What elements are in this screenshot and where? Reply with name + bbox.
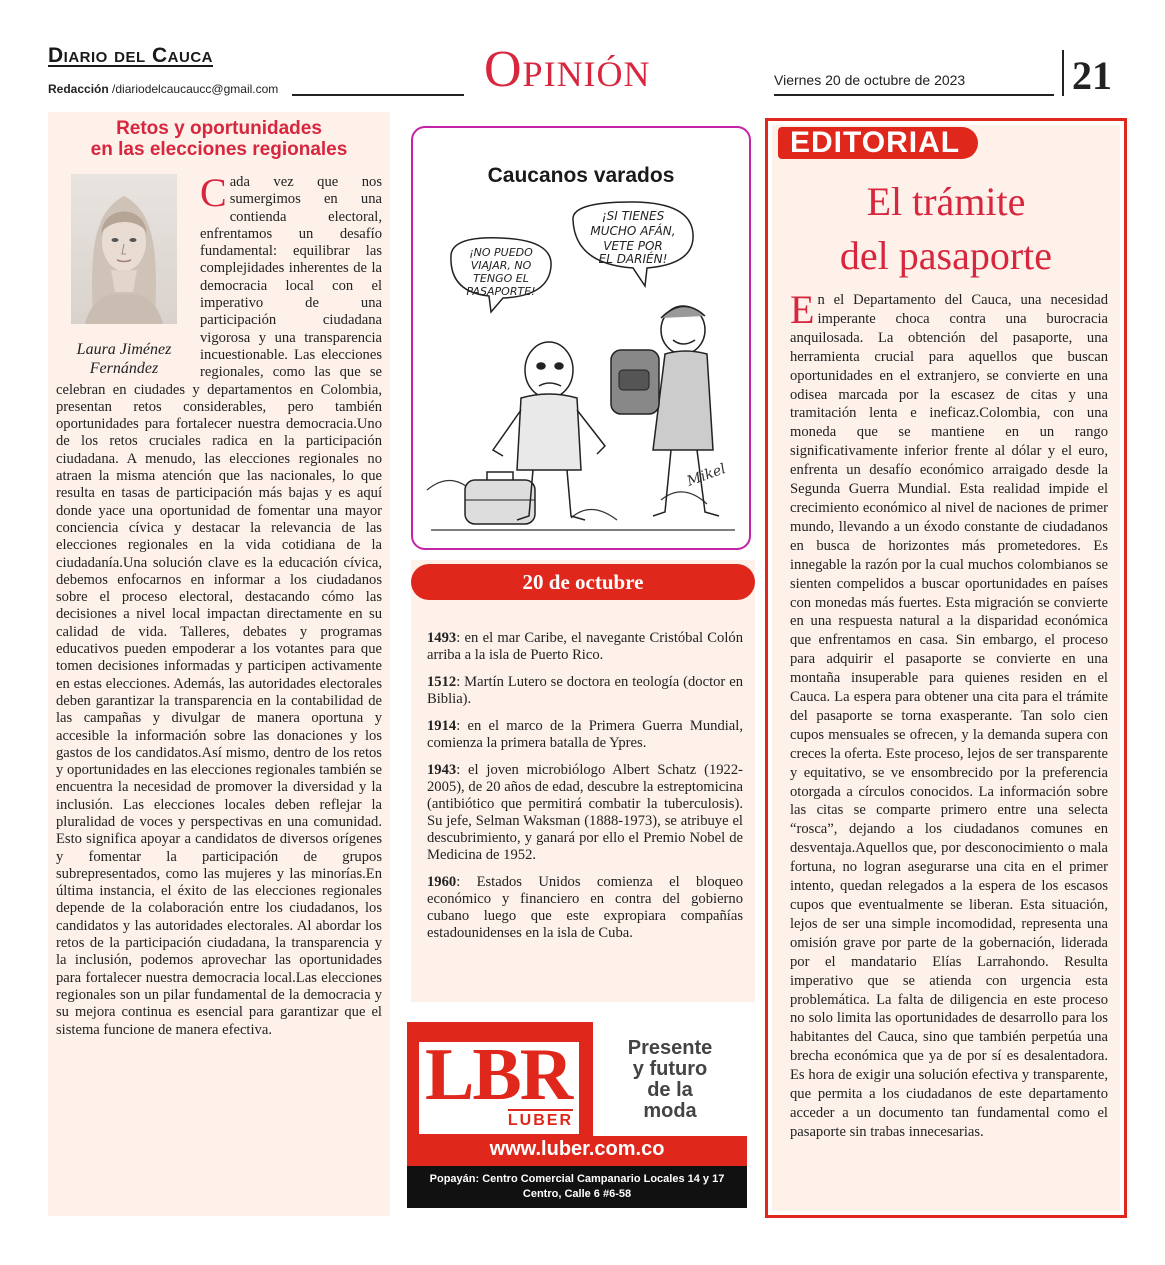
column-headline-line1: Retos y oportunidades [116, 118, 322, 139]
ad-address-line2: Centro, Calle 6 #6-58 [522, 1188, 632, 1200]
redaccion-line [48, 82, 278, 96]
bubble-left-line1: ¡NO PUEDO [469, 246, 533, 259]
bubble-right-line2: MUCHO AFÁN, [590, 224, 676, 238]
header-divider [1062, 50, 1064, 96]
ad-address [407, 1166, 747, 1208]
cartoonist-signature: Mikel [684, 461, 729, 490]
bubble-right-line3: VETE POR [603, 239, 663, 253]
cartoon-illustration [421, 200, 745, 542]
redaccion-label: Redacción [48, 82, 109, 96]
redaccion-email: /diariodelcaucaucc@gmail.com [108, 82, 279, 96]
masthead: Diario del Cauca [48, 44, 213, 67]
editorial-headline [772, 175, 1120, 283]
author-portrait-icon [71, 174, 177, 324]
cartoon-title: Caucanos varados [487, 164, 675, 187]
ad-tagline-line2: y futuro [632, 1058, 708, 1080]
issue-date: Viernes 20 de octubre de 2023 [774, 72, 966, 88]
efemerides-text: : el joven microbiólogo Albert Schatz (1922-2005), de 20 años de edad, descubre la estreptomicina (antibiótico que permitirá combatir la tuberculosis). Su jefe, Selman Waksman (1888-1973), se atribuye el descubrimiento, y ganará por ello el Premio Nobel de Medicina de 1952. [427, 762, 743, 863]
backpack-icon [611, 350, 659, 414]
efemerides-text: : Martín Lutero se doctora en teología (doctor en Biblia). [427, 674, 743, 707]
editorial-headline-line1: El trámite [866, 179, 1026, 224]
efemerides-text: : en el mar Caribe, el navegante Cristóbal Colón arriba a la isla de Puerto Rico. [427, 630, 743, 663]
editorial-headline-line2: del pasaporte [839, 233, 1053, 278]
header-rule-left [292, 94, 464, 96]
efemerides-year: 1512 [427, 674, 457, 690]
column-headline [56, 118, 382, 160]
luber-advertisement[interactable] [407, 1022, 747, 1208]
efemerides-item [427, 762, 743, 864]
author-name-line2: Fernández [89, 360, 159, 377]
ad-url-link[interactable]: www.luber.com.co [489, 1138, 665, 1160]
editorial-body-text: n el Departamento del Cauca, una necesidad imperante choca contra una burocracia anquilosada. La obtención del pasaporte, una herramienta crucial para aquellos que buscan oportunidades en el extranjero, se convierte en una odisea marcada por la escasez de citas y una tramitación lenta e ineficaz.Colombia, con una moneda que se mantiene en un rango significativamente inferior frente al dólar y el euro, enfrenta un desafío económico arraigado desde la Segunda Guerra Mundial. Esta realidad impide el crecimiento económico al nivel de naciones de primer mundo, llevando a un éxodo constante de ciudadanos en busca de horizontes más prometedores. Es innegable la razón por la cual muchos colombianos se sienten compelidos a buscar oportunidades en países con monedas más fuertes. Esta migración se convierte en una respuesta natural a la disparidad económica que enfrentamos en casa. Sin embargo, el proceso para adquirir el pasaporte se convierte en una montaña insuperable para quienes residen en el Cauca. La espera para obtener una cita para el trámite del pasaporte se torna exasperante. Tan solo cien cupos mensuales se ofrecen, y la demanda supera con creces la oferta. Este proceso, lejos de ser transparente y equitativo, se ve ensombrecido por la preferencia otorgada a círculos conocidos. La información sobre las citas se comparte primero entre una selecta “rosca”, dejando a los ciudadanos comunes en desventaja.Aquellos que, por desconocimiento o mala fortuna, no logran asegurarse una cita en el primer intento, quedan relegados a la espera de los escasos cupos que eventualmente se liberan. Esta situación, lejos de ser una simple incomodidad, representa una omisión grave por parte de la gobernación, liderada por el mandatario Elías Larrahondo. Resulta imperativo que se atienda con urgencia esta problemática. La falta de diligencia en este proceso no solo limita las oportunidades de desarrollo para los habitantes del Cauca, sino que también perpetúa una brecha económica que ya de por sí es desalentadora. Es hora de exigir una solución efectiva y transparente, que permita a los ciudadanos de este departamento acceder a un documento tan fundamental como el pasaporte sin trabas innecesarias. [790, 292, 1108, 1140]
opinion-column [48, 112, 390, 1216]
ad-tagline-line4: moda [643, 1100, 697, 1122]
editorial-body [790, 287, 1108, 1142]
efemerides-item [427, 674, 743, 708]
bubble-right-line4: EL DARIÉN! [598, 252, 668, 266]
suitcase-icon [465, 472, 535, 524]
cartoon-panel [411, 126, 751, 550]
ad-address-line1: Popayán: Centro Comercial Campanario Locales 14 y 17 [429, 1173, 725, 1185]
efemerides-item [427, 874, 743, 942]
editorial-inner [772, 125, 1120, 1211]
bubble-left-line4: PASAPORTE! [466, 285, 536, 298]
ad-tagline-line1: Presente [627, 1037, 713, 1059]
page-number: 21 [1072, 53, 1112, 98]
efemerides-year: 1914 [427, 718, 457, 734]
column-dropcap: C [200, 170, 227, 215]
column-body-text: ada vez que nos sumergimos en una contienda electoral, enfrentamos un desafío fundamental: equilibrar las complejidades inherentes de la democracia local con el imperativo de una participación ciudadana vigorosa y una transparencia incuestionable. Las elecciones regionales, como las que se celebran en ciudades y departamentos en Colombia, presentan retos considerables, pero también oportunidades para fortalecer nuestra democracia.Uno de los retos cruciales radica en la participación ciudadana. A menudo, las elecciones regionales no atraen la misma atención que las nacionales, lo que resulta en tasas de participación más bajas y es aquí donde yace una oportunidad de fomentar una mayor conciencia cívica y destacar la relevancia de las elecciones regionales en la vida cotidiana de la ciudadanía.Una solución clave es la educación cívica, debemos enfocarnos en informar a los ciudadanos sobre el proceso electoral, destacando cómo las decisiones a nivel local impactan directamente en su calidad de vida. Talleres, debates y programas educativos pueden empoderar a los votantes para que tomen decisiones informadas y participen activamente en estas elecciones. Además, las autoridades electorales deben garantizar la transparencia en la contabilidad de las campañas y divulgar de manera oportuna y accesible la información sobre las donaciones y los gastos de los candidatos.Así mismo, dentro de los retos y oportunidades en las elecciones regionales también se encuentra la necesidad de promover la diversidad y la inclusión. Las elecciones locales deben reflejar la pluralidad de voces y perspectivas en una comunidad. Esto significa apoyar a candidatos de diversos orígenes y fomentar la participación de grupos subrepresentados, como las mujeres y las minorías.En última instancia, el éxito de las elecciones regionales depende de la colaboración entre los ciudadanos, los candidatos y las autoridades electorales. Al abordar los retos de la participación ciudadana, la transparencia y la inclusión, podemos aprovechar las oportunidades para fortalecer nuestra democracia local.Las elecciones regionales son un pilar fundamental de la democracia y su mejora continua es esencial para garantizar que el sistema funcione de manera efectiva. [56, 174, 382, 1038]
advisor-figure [653, 306, 719, 516]
efemerides-year: 1943 [427, 762, 457, 778]
column-headline-line2: en las elecciones regionales [90, 139, 348, 160]
ad-tagline-line3: de la [647, 1079, 693, 1101]
editorial-tag: EDITORIAL [778, 127, 978, 159]
bubble-left-line2: VIAJAR, NO [470, 259, 532, 272]
author-photo [71, 174, 177, 324]
luber-logo [419, 1034, 579, 1134]
author-name [56, 340, 192, 378]
ad-tagline [593, 1022, 747, 1136]
efemerides-list [427, 630, 743, 952]
efemerides-box [411, 560, 755, 1002]
editorial-dropcap: E [790, 287, 815, 332]
efemerides-item [427, 630, 743, 664]
author-name-line1: Laura Jiménez [76, 341, 172, 358]
efemerides-year: 1960 [427, 874, 457, 890]
bubble-right-line1: ¡SI TIENES [601, 209, 665, 223]
header-rule-right [774, 94, 1054, 96]
efemerides-title: 20 de octubre [411, 564, 755, 600]
efemerides-text: : en el marco de la Primera Guerra Mundial, comienza la primera batalla de Ypres. [427, 718, 743, 751]
bubble-left-line3: TENGO EL [473, 272, 529, 285]
author-block [56, 174, 192, 378]
efemerides-year: 1493 [427, 630, 457, 646]
efemerides-item [427, 718, 743, 752]
luber-logo-sub: LUBER [508, 1109, 573, 1130]
editorial-box [765, 118, 1127, 1218]
section-title: Opinión [484, 41, 651, 98]
efemerides-text: : Estados Unidos comienza el bloqueo económico y financiero en contra del gobierno cubano luego que este expropiara compañías estadounidenses en la isla de Cuba. [427, 874, 743, 941]
luber-logo-letters: LBR [425, 1034, 572, 1116]
